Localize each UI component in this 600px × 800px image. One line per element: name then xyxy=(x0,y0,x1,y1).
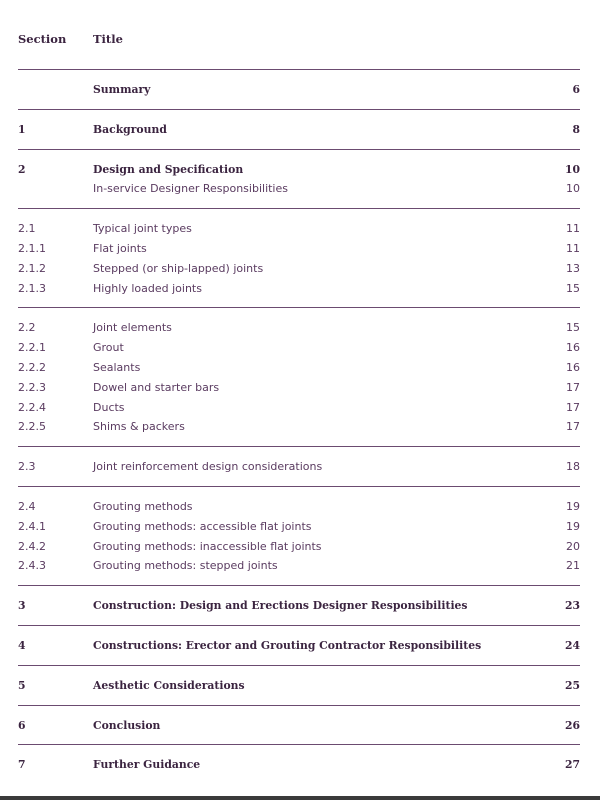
page-number: 10 xyxy=(564,162,580,176)
bottom-edge-bar xyxy=(0,796,600,800)
toc-group xyxy=(18,705,580,745)
toc-entry[interactable] xyxy=(18,318,580,338)
page-number: 15 xyxy=(566,281,580,295)
toc-group xyxy=(18,665,580,705)
toc-entry[interactable] xyxy=(18,219,580,239)
entry-title: Grouting methods: accessible flat joints xyxy=(93,519,312,533)
page-number: 20 xyxy=(566,539,580,553)
section-number: 3 xyxy=(18,599,26,613)
toc-entry[interactable] xyxy=(18,179,580,199)
entry-title: Design and Specification xyxy=(93,162,244,176)
toc-entry[interactable] xyxy=(18,239,580,259)
toc-group xyxy=(18,625,580,665)
section-number: 2.4.3 xyxy=(18,559,46,573)
entry-title: Constructions: Erector and Grouting Contractor Responsibilites xyxy=(93,638,482,652)
entry-title: Sealants xyxy=(93,360,141,374)
page-number: 17 xyxy=(566,380,580,394)
entry-title: Ducts xyxy=(93,400,125,414)
section-number: 1 xyxy=(18,122,26,136)
page-number: 21 xyxy=(566,559,580,573)
section-number: 2.1 xyxy=(18,222,36,236)
page-number: 6 xyxy=(572,83,580,96)
page-number: 15 xyxy=(566,321,580,335)
entry-title: Grouting methods: inaccessible flat joints xyxy=(93,539,322,553)
toc-group xyxy=(18,208,580,307)
toc-group xyxy=(18,585,580,625)
section-number: 2.4.1 xyxy=(18,519,46,533)
toc-entry[interactable] xyxy=(18,556,580,576)
section-number: 2.2.2 xyxy=(18,360,46,374)
toc-entry[interactable] xyxy=(18,338,580,358)
toc-group xyxy=(18,149,580,209)
entry-title: Flat joints xyxy=(93,241,147,255)
page-number: 16 xyxy=(566,360,580,374)
toc-entry[interactable] xyxy=(18,279,580,299)
toc-entry[interactable] xyxy=(18,636,580,656)
toc-entry[interactable] xyxy=(18,160,580,180)
page-number: 23 xyxy=(564,599,580,613)
toc-entry[interactable] xyxy=(18,259,580,279)
section-number: 2.2.5 xyxy=(18,420,46,434)
page-number: 19 xyxy=(566,499,580,513)
page-number: 18 xyxy=(566,460,580,474)
entry-title: Joint elements xyxy=(93,321,172,335)
entry-title: Conclusion xyxy=(93,718,161,732)
section-number: 2.3 xyxy=(18,460,36,474)
entry-title: Highly loaded joints xyxy=(93,281,202,295)
entry-title: Dowel and starter bars xyxy=(93,380,220,394)
section-number: 2.4.2 xyxy=(18,539,46,553)
entry-title: Construction: Design and Erections Designer Responsibilities xyxy=(93,599,468,613)
section-number: 2.2.3 xyxy=(18,380,46,394)
page-number: 10 xyxy=(566,182,580,196)
page-number: 11 xyxy=(566,241,580,255)
entry-title: Grouting methods xyxy=(93,499,193,513)
section-number: 2 xyxy=(18,162,26,176)
page-number: 8 xyxy=(572,122,580,136)
section-number: 2.4 xyxy=(18,499,36,513)
section-number: 2.1.2 xyxy=(18,261,46,275)
toc-group xyxy=(18,446,580,486)
toc-group xyxy=(18,109,580,149)
entry-title: In-service Designer Responsibilities xyxy=(93,182,288,196)
toc-entry[interactable] xyxy=(18,457,580,477)
section-column-header: Section xyxy=(18,32,67,46)
toc-group xyxy=(18,744,580,784)
page-number: 17 xyxy=(566,420,580,434)
toc-group xyxy=(18,486,580,585)
page-number: 17 xyxy=(566,400,580,414)
section-number: 2.1.1 xyxy=(18,241,46,255)
toc-entry[interactable] xyxy=(18,537,580,557)
section-number: 4 xyxy=(18,638,26,652)
page-number: 11 xyxy=(566,222,580,236)
toc-entry[interactable] xyxy=(18,120,580,140)
toc-entry[interactable] xyxy=(18,517,580,537)
section-number: 5 xyxy=(18,678,26,692)
entry-title: Stepped (or ship-lapped) joints xyxy=(93,261,264,275)
toc-entry[interactable] xyxy=(18,378,580,398)
section-number: 6 xyxy=(18,718,26,732)
toc-entry[interactable] xyxy=(18,80,580,100)
page-number: 26 xyxy=(564,718,580,732)
entry-title: Grout xyxy=(93,341,124,355)
toc-entry[interactable] xyxy=(18,676,580,696)
entry-title: Typical joint types xyxy=(93,222,192,236)
page-number: 25 xyxy=(564,678,580,692)
toc-entry[interactable] xyxy=(18,358,580,378)
page-number: 19 xyxy=(566,519,580,533)
page-number: 13 xyxy=(566,261,580,275)
title-column-header: Title xyxy=(93,32,123,46)
entry-title: Summary xyxy=(93,83,151,96)
toc-entry[interactable] xyxy=(18,755,580,775)
toc-entry[interactable] xyxy=(18,716,580,736)
entry-title: Aesthetic Considerations xyxy=(93,678,245,692)
toc-header xyxy=(18,32,582,50)
toc-group xyxy=(18,307,580,446)
page-number: 24 xyxy=(564,638,580,652)
section-number: 2.2 xyxy=(18,321,36,335)
section-number: 2.2.4 xyxy=(18,400,46,414)
section-number: 2.2.1 xyxy=(18,341,46,355)
entry-title: Joint reinforcement design considerations xyxy=(93,460,323,474)
entry-title: Background xyxy=(93,122,167,136)
toc-entry[interactable] xyxy=(18,596,580,616)
page-number: 16 xyxy=(566,341,580,355)
toc-entry[interactable] xyxy=(18,417,580,437)
toc-entry[interactable] xyxy=(18,398,580,418)
section-number: 7 xyxy=(18,758,26,772)
toc-entry[interactable] xyxy=(18,497,580,517)
entry-title: Further Guidance xyxy=(93,758,201,772)
page-number: 27 xyxy=(564,758,580,772)
table-of-contents xyxy=(18,69,580,784)
toc-group xyxy=(18,69,580,109)
entry-title: Shims & packers xyxy=(93,420,185,434)
entry-title: Grouting methods: stepped joints xyxy=(93,559,278,573)
section-number: 2.1.3 xyxy=(18,281,46,295)
